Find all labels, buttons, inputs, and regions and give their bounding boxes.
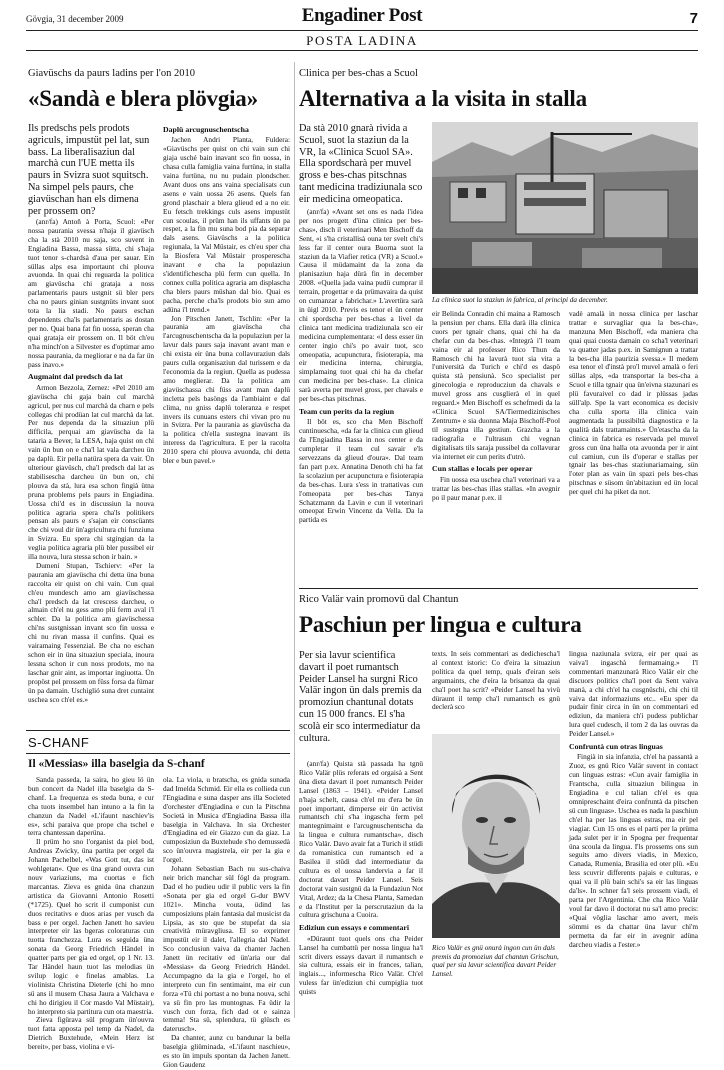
valar-column-2 [432, 650, 560, 730]
header-date: Gövgia, 31 december 2009 [26, 14, 124, 24]
paragraph: Armon Bezzola, Zernez: «Pel 2010 am giavüscha chi gaja bain cul marchà agricul, per nus cul marchà da charn e pels collegas chi prodüan lat cul marchà da lat. Per nus dependa da la situaziun plü difficila, perquai am giavüscha da la tataria a Bever, la LESA, haja quist on chi vain ün bun on e cha'l lat vala darcheu ün pa daplü. Eir pella natüra spera da vair. Ün ulteriour giavüsch, cha'l predsch dal lat as stabilisescha darcheu ün bun on, chi plouva da stà, lura esa schon fingià ütna pruna problems pels paurs in Engiadina. Uossa chi'd es in discussiun la nouva politica agraria spera cha'ls politikers pensan als paurs e s'sajan eir conscüants che chi voul dir ün'agricultura chi funziuna in Svizra. Eu spera chi stgingian da la veglia politica agraria plü bler pussibel eir illa nouva, lura stessa schon ir bain. » [28, 382, 154, 562]
subheading: Cun stallas e locals per operar [432, 464, 533, 474]
left-kicker: Giavüschs da paurs ladins per l'on 2010 [28, 68, 195, 79]
subheading: Daplü arcugnuschentscha [163, 125, 249, 134]
paragraph: Da chanter, aunz cu bandunar la bella baselgia gliüminada, «L'ifaunt naschieu», es sto ün impuls spontan da Jachen Janett. Gion Gaudenz [163, 1033, 290, 1069]
clinic-photo-caption: La clinica suot la staziun in fabrica, al principi da december. [432, 296, 608, 304]
header-bottom-rule [26, 50, 698, 51]
right-lead: Da stà 2010 gnarà rivida a Scuol, suot la staziun da la VR, la «Clinica Scuol SA». Ella spordscharà per muvel gross e bes-chas pitschnas tant medicina tradiziunala sco eir medicina omeopatica. [299, 123, 423, 205]
schanf-label-rule [26, 753, 290, 754]
valar-column-1 [299, 760, 423, 1016]
paragraph: vadè amalà in nossa clinica per laschar trattar e survagliar qua la bes-cha», manzuna Men Bischoff, «da maniera cha quai quai cuosta damain co scha'l veterinari va quatter jadas p.ex. in Samignun a trattar la bes-cha illa paurizia svessa.» Il medem esa tenor el d'instà pro'l muvel amalà o feri süllas alps, «da transportar la bes-cha a Scuol e tilla tgnair qua ün'eivna stazunari es plü favuraivel co dad ir plüssas jadas süll'alp. Spe la vart economica es decisiv cha culla sporta illa clinica vain augmentada la pussibiltà diagnostica e la qualità dals trattamaints.» Ün'etascha da la clinica in fabrica es reservada pel muvel gross cun üna halla ota avuonda per ir aint cul camiun, cun ils d'operar e stallas per tgnair las bes-chas staziunariamaing, sün l'oter plan as vain ün spazi pels bes-chas pitschnas e süsom ün'abitaziun ed ün local per quel chi ha piket da not. [569, 309, 698, 497]
right-column-2 [432, 310, 560, 578]
paragraph: Jon Pitschen Janett, Tschlin: «Per la paurania am giavüscha cha l'arcugnuschentscha da la populaziun per la lavur dals paurs saja inavant avant man e chi exista eir üna buna collavuraziun dals paurs culla organisaziun dal turissem e da l'economia da la regiun. Quella as pudessa amo meglierar. Da la politica am giavüschassa chi füss avant man daplü incletta pels basöngs da l'ambiaint e dal clima, nu gniss daplü toleranza e respet invers ils cunuans esters chi vivan pro nu in Svizra. Per la paurania as giavüscha da la politica ch'ella sustegna inavant ils interess da l'agricultura. E per la racolta 2010 spera chi plouva avuonda, chi detta bler e bun pavel.» [163, 313, 290, 466]
paragraph: (anr/fa) Quista stà passada ha tgnü Rico Valär plüs referats ed orgaisà a Sent üna dieta davart il poet rumantsch Peider Lansel (1863 – 1941). «Peider Lansel n'haja schelt, causa ch'el nu d'era be ün poet important, dimperse eir ün activist rumantsch chi s'ha ingascha ferm pel mantegnimaint e l'arcugnuschentscha da la lingua e cultura rumantscha», disch Rico Valär. Davo avair fat a Turich il stüdi da romanistica cun rumantsch ed a Basilea il stüdi dad intermediatur da cultura es el uossa landervia a far il doctorat davart Peider Lansel. Seis doctorat vain sustgnü da la Fundaziun Not Vital, Ardez; da la Chesa Planta, Samedan e da l'Institut per la perscrutaziun da la cultura grischuna a Cuoira. [299, 759, 423, 920]
brand-logo: Engadiner Post [301, 5, 423, 26]
left-lead: Ils predschs pels prodots agriculs, impustüt pel lat, sun bass. La liberalisaziun dal marchà cun l'UE metta ils paurs in Svizra suot squitsch. Na simpel pels paurs, che giavüschan han els dimena per prossem on? [28, 123, 150, 217]
paragraph: Dumeni Stupan, Tschierv: «Per la paurania am giavüscha chi detta üna buna raccolta eir quist on chi vain. Cun quai ch'eu mundesch amo am giavüschessa cha'l predsch da lat crescess darcheu, o almain ch'el nu gess amo plü ferm aval i'l schler. Da la politica am giavüschessa chi'ns sustgnissan invant sco fin uossa e chi nu rivan massa il cunfins. Quai es vairamaing l'essenzial. Be cha no eschan schon eir in üna situaziun speciala, inoura lessna schon ir cun noss prodots, mo na laschar gnir aint, as importar ingiuotta. Ün propöst pel prossem on füss forsa da fümar ün pa damain. Uschiglió suna dret cuntaint uschea sco ch'el es.» [28, 560, 154, 704]
left-column-1 [28, 218, 154, 724]
paragraph: «Düraunt tuot quels ons cha Peider Lansel ha cumbattü per nossa lingua ha'l scrit divers essays davart il rumantsch e sia cultura, essais eir in frances, talian, inglais..., informescha Rico Valär. Ch'el vuless far ün'ediziun chi cumpiglia tuot quists [299, 933, 423, 997]
paragraph: ola. La viola, u bratscha, es gnida sunada dad Imelda Schmid. Eir ella es collieda cun l'Engiadina e suna dasper ans illa Societed d'orchester d'Engiadina e cun la Pitschna Società in Musica d'Engiadina Bassa illa baselgia in Valchava. In sia Orchester d'Engiadina ed eir Giazzo cun da giaz. La cumposiziun da Buxtehude s'ho demussedà sco ün'ouvra magistrela, eir per la gia e l'orgel. [163, 775, 290, 865]
vertical-divider [294, 62, 295, 1018]
header-top-rule [26, 30, 698, 31]
paragraph: Sanda passeda, la saira, ho gieu lö ün bun concert da Nadel illa baselgia da S-chanf. La frequenza es steda buna, e cur cha tuots insembel han intuno a la fin la chanzun da Nadel «L'ifaunt naschiev'is es», schi paraiva que prope cha tschel e terra chantessan daperüna. [28, 775, 154, 838]
valar-kicker: Rico Valär vain promovü dal Chantun [299, 594, 459, 605]
left-headline: «Sandà e blera plövgia» [28, 86, 258, 111]
paragraph: lingua naziunala svizra, eir per quai as vaiva'l ingaschà fermamaing.» I'l commentari manzunarà Rico Valär eir che discuors politics cha'l poet da Sent vaiva manà, a chi ch'el ha cusgnüschi, chi chi til vaiva dat informaziuns etc.. «Eu sper da pudair finir circa in ün on commentari ed ediziun, da maniera ch'i pudess publichar lura quel cudesch, il tom 2 da las ouvras da Peider Lansel.» [569, 649, 698, 739]
schanf-column-2 [163, 775, 290, 1069]
schanf-section-label: S-CHANF [28, 735, 90, 750]
subheading: Confruntà cun otras linguas [569, 742, 663, 752]
paragraph: (anr/fa) «Avant set ons es nada l'idea per nos progett d'üna clinica per bes-chas», disch il veterinari Men Bischoff da Sent, «i s'ha cristallisà ouna ter svelt chi's less far il center oura Buorna suot la staziun da la Viafier retica (VR) a Scuol.» Causa il müdamaint da la zona da planisaziun haja dürà fin in december 2008. «Quella jada vaina pudü cumprar il terrain, progettar e da prümavaira da quist on cumanzar a fabrichar.» L'avertüra sarà in üigl 2010. Previs es tenor el ün center chi spordscha per bes-chas a livel da clinica tant medicina tradiziunala sco eir medicina cumplementara: «I dess esser ün center ingio chi's po avair tuot, sco omeopatia, acupunctura, fisioterapia, ma eir medicina interna, chirurgia, simplamaing tuot quai chi ha da chefar cun medicina per bes-chas». La clinica sarà averta per muvel gross, per chavals e per bes-chas pitschnas. [299, 207, 423, 404]
paragraph: Zieva figürava sül program ün'ouvra tuot fatta apposta pel temp da Nadel, da Dietrich Buxtehude, «Mein Herz ist bereit», per bass, violina e vi- [28, 1015, 154, 1052]
schanf-column-1 [28, 775, 154, 1052]
subheading: Team cun perits da la regiun [299, 406, 395, 416]
paragraph: Johann Sebastian Bach nu sus-chaiva neir brich manchar sül fögl da program. Dad el ho pudieu udir il public vers la fin «Sonata per gia ed orgel G-dur BWV 1021». Mincha vouta, üdind las cumposiziuns plain fantasia dal musicist da Lipsia, as sto que be stupefat da sia creatività müravgliusa. El so exprimer impustüt eir il dalet, l'allegria dal Nadel. Sco conclusiun vaiva da chanter Jachen Janett ün recitativ ed ün'aria our dal «Messias» da Georg Friedrich Händel. Accumpagno da la gia e l'orgel, ho el interpreto cun fin sentimaint, ma eir cun forza «Tü chi portast a no buna nouva, schi va sü fin pro las muntognas. Fa üdir la vusch cun forza, fich dad ot e sainza temma! Sta sü, splendura, tü glüsch es daterusch». [163, 864, 290, 1034]
paragraph: Il prüm ho sno l'organist da piel bod, Andreas Zwicky, üna partita per orgel da Johann Pachelbel, «Was Gott tut, das ist wohlgetan». Que es üna grand ouvra cun nouv variaziuns, ma cuortas e fich marcantas. Zieva es gnida üna chanzun artistica da Giovanni Antonio Rosetti (*1725). Quel ho scrit il cumponist cun duos recitativs e duos arias per vusch da bass e per orgel. Jachen Janett ho savieu interpreter eir las bgeras coloraturas cun tuotta franchezza. Lura es seguida üna sonata da Georg Friedrich Händel in quatter parts per gia ed orgel, op 1 Nr. 13. Tar Händel haun tuot las melodias ün svilup logic e finelas amablas. La violinista Christina Dieterle (chi ho mno sü ans il musem Chasa Jaura a Valchava e chi ho dirigieu il Cor masdo Val Müstair), ho interpreto sia partitura cun ota maestria. [28, 837, 154, 1016]
page-number: 7 [689, 10, 698, 27]
paragraph: texts. In seis commentari as dedichescha'l al context istoric: Co d'eira la situaziun politica da quel temp, quals d'eiran seis argumaints, che d'eira la brisanza da quai cha'l poet ha scrit? «Peider Lansel ha vivü düraunt il temp cha'l rumantsch es gnü declerà sco [432, 649, 560, 712]
portrait-caption: Rico Valär es gnü onurà ingon cun ün dals premis da promoziun dal chantun Grischun, quai per sia lavur scientifica davart Peider Lansel. [432, 944, 559, 978]
right-kicker: Clinica per bes-chas a Scuol [299, 68, 418, 79]
right-headline: Alternativa a la visita in stalla [299, 86, 587, 111]
paragraph: Fingià in sia infanzia, ch'el ha passantà a Zuoz, es gnü Rico Valär suvent in contact cun linguas estras: «Cun avair famiglia in Frantscha, culla situaziun bilingua in Engiadina e cul talian ch'el es qua omnipreschaint d'eira confruntà da pitschen sü cun linguas». Uschea es nada la paschiun ch'el ha per las linguas estras, ma eir pel viagiar. Cun 15 ons es el parti per la prüma jada sulet per ir in Spogna per frequentar üna scoula da lingua. I'ls prossems ons sun seguits amo divers viadis, in Mexico, Canada, Rumenia, Brasilia ed oter plü. «Eu less scuvrir differents pajais e culturas, e quai va il plü bain schi's sa eir las linguas da'ls». In schner fa'l seis prossem viadi, el parta per l'Argentinia. Che cha Rico Valär voul far davo il doctorat nu sa'l amo precis: «Quai vöglia laschar amo avert, meis sömmi es da chattar üna lavur chi'm permetta da far eir in avegnir adüna darcheu viadis a l'ester.» [569, 752, 698, 949]
right-mid-rule [299, 588, 698, 589]
schanf-top-rule [26, 730, 290, 731]
paragraph: Il böt es, sco cha Men Bischoff cuntinuescha, «da far la clinica cun glieud da l'Engiadina Bassa in nos center e da cumpletar il team cul savair e'ls servezzans da glieud d'oura». Dal team fan part p.ex. Annatina Denoth chi ha fat la scolaziun per acupunctura e fisioterapia da bes-chas. Lura s'ess in trattativas cun l'omeopata per bes-chas Tanya Schatzmann da Lavin e cun il veterinari omeopat Erwin Vincenz da Vella. Da la partida es [299, 417, 423, 525]
right-column-1 [299, 208, 423, 578]
paragraph: (anr/fa) Antoň à Porta, Scuol: «Per nossa paurania svessa n'haja il giavüsch cha la stà 2010 nu saja, sco suvent in Engiadina Bassa, massa sütta, chi s'haja tuot tenor s-chardsà d'aua per sauar. Ein süllas alps esa importaunt chi plouva avuonda. In quai chi reguarda la politica am giavüscha chi grataja a noss parlamentaris paurs ustgnit sü bler pers cha no paurs ginian sustgnüts invant suot tota la lia stadi. No paurs eschan dependents cha'ls parlamentaris as dostan per no. Quai bana fat fin uossa, speran cha quai grataja eir prossem on. Il böt ch'eu n'ha minch'on a Silvester es d'optimar amo nossa paurania, da megliorar e na da far ün pass inavo.» [28, 217, 154, 369]
clinic-construction-photo [432, 122, 698, 294]
paragraph: Jachen Andri Planta, Fuldera: «Giavüschs per quist on chi vain sun chi giaja usché bain inavant sco fin uossa, in chasa culla famiglia vaina furtüna, in stalla vaina furtüna, nu nu pudain plondscher. Avant duos ons ans vaina specialisats cun asens e vain uossa 26 asens. Quels fan grond plaschair a blera glieud ed a no eir. Eu fetsch trekkings culs asens impustüt cun scoulas, il prüm han ils uffants ün pa respet, a la fin mu suna bod pia da separar dals asens. Giavüschs a la politica regiunala, la Val Müstair, es ch'eu sper cha la Biosfera Val Müstair prosperescha inavant e cha la populaziun s'identifichescha plü ferm cun quella. In connex culla politica agraria am displascha cha blers paurs müshan dal bio. Quai es pacha, perche cha'ls prodots bio sun amo adüna i'l trend.» [163, 135, 290, 314]
valar-headline: Paschiun per lingua e cultura [299, 612, 582, 637]
right-column-3 [569, 310, 698, 578]
valar-column-3 [569, 650, 698, 1016]
subheading: Ediziun cun essays e commentari [299, 923, 410, 933]
schanf-headline: Il «Messias» illa baselgia da S-chanf [28, 758, 205, 770]
paragraph: Fin uossa esa uschea cha'l veterinari va a trattar las bes-chas illas stallas. «In avegnir po il paur manar p.ex. il [432, 474, 560, 502]
portrait-photo [432, 734, 560, 938]
left-column-2 [163, 122, 290, 724]
section-name: POSTA LADINA [306, 33, 418, 48]
paragraph: eir Belinda Conradin chi maina a Ramosch la pensiun per chans. Ella darà illa clinica cuors per tgnair chans, quai chi ha da chefar cun da bes-chas. «Integrà i'l team vaina eir al professer Rico Thun da Ramosch chi ha lavurà tuot sia vita a l'università da Turich e chi'd es daspö quista stà pensiunà. Sco specialist per ginecologia e reproducziun da chavals e muvel gross ans cusglierà el in quel reguard.» Men Bischoff es schefmedi da la «Clinica Scuol SA/Tiermedizinisches Zentrum» e sia duonna Maja Bischoff-Pool til sustegna illa gestiun. Grazcha a la radiografia e l'ultrasun chi vegnan digitalisats tils saraja pussibel da collavurar via internet eir cun perits d'utrò. [432, 309, 560, 461]
valar-lead: Per sia lavur scientifica davart il poet rumantsch Peider Lansel ha surgni Rico Valär ingon ün dals premis da promoziun chantunal dotats cun 15 000 francs. El s'ha scolà eir sco intermediatur da cultura. [299, 650, 422, 744]
subheading: Augmaint dal predsch da lat [28, 372, 123, 382]
